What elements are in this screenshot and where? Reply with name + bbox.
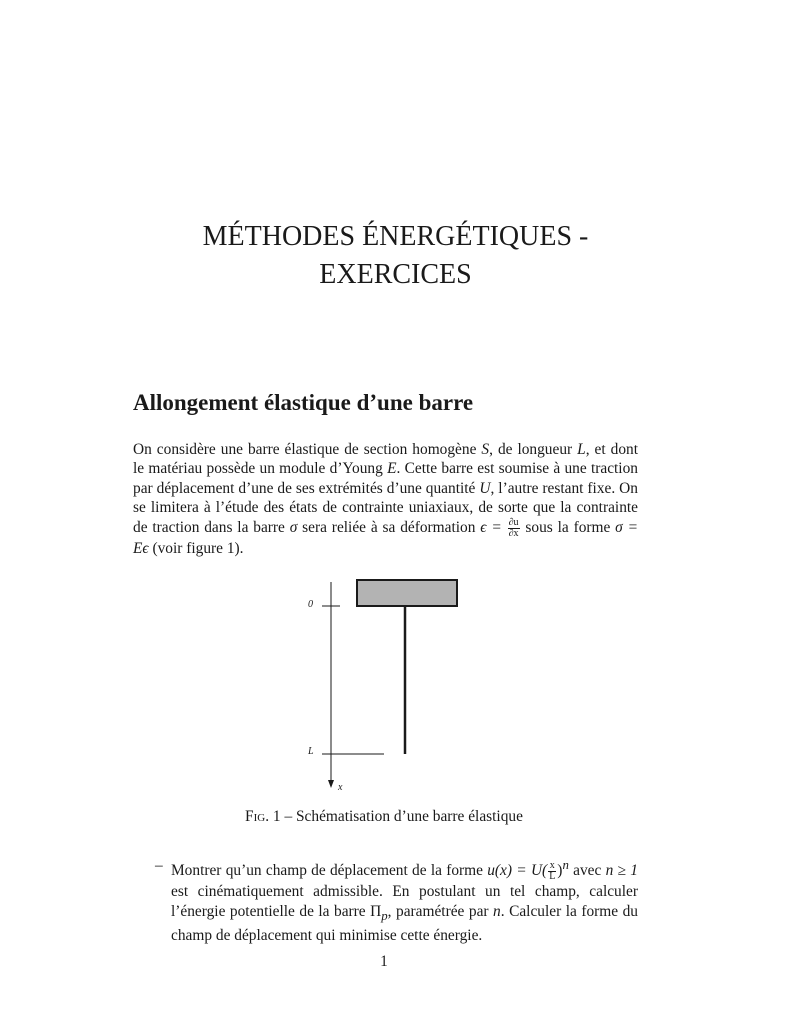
fraction-numerator: ∂u (508, 516, 519, 528)
fixed-support-block (357, 580, 457, 606)
displacement-fraction (548, 861, 556, 882)
exponent-n: n (562, 858, 569, 872)
displacement-fraction-denominator: L (549, 871, 556, 883)
symbol-S: S (481, 441, 490, 458)
title-line-2: EXERCICES (319, 259, 472, 290)
task-text-5: . Calculer la forme du champ de déplacement qui minimise cette énergie. (171, 902, 638, 944)
task-text-4: , paramétrée par (387, 902, 494, 920)
symbol-E: E (387, 460, 397, 478)
intro-paragraph (133, 440, 638, 558)
task-text-1: Montrer qu’un champ de déplacement de la forme (171, 862, 488, 880)
task-item (155, 856, 638, 945)
length-label: L (308, 746, 314, 757)
symbol-sigma: σ (289, 518, 298, 536)
x-axis-label: x (338, 782, 343, 793)
intro-text-2: , de longueur (489, 441, 578, 458)
figure-1 (300, 572, 500, 802)
task-text-3: est cinématiquement admissible. En postulant un tel champ, calculer l’énergie potentielle de la barre (171, 883, 638, 920)
intro-text-1: On considère une barre élastique de section homogène (133, 441, 482, 458)
symbol-n: n (493, 902, 501, 920)
page-number: 1 (380, 953, 388, 970)
figure-caption-text: – Schématisation d’une barre élastique (280, 808, 523, 825)
intro-text-8: (voir figure 1). (148, 539, 244, 557)
intro-text-4: . Cette barre est soumise à une traction par déplacement d’une de ses extrémités d’une quantité (133, 460, 638, 497)
intro-text-6: sera reliée à sa déformation (297, 518, 481, 536)
strain-equation: ϵ = (480, 518, 507, 536)
closing-paren: ) (557, 862, 563, 880)
figure-caption (0, 808, 768, 826)
condition-n: n ≥ 1 (605, 862, 638, 880)
symbol-L: L (577, 441, 586, 458)
symbol-Pi-subscript: p (381, 908, 388, 923)
strain-fraction (508, 518, 520, 539)
x-axis-arrowhead (328, 780, 334, 788)
intro-text-5: , l’autre restant fixe. On se limitera à l’étude des états de contrainte uniaxiaux, de sorte que la contrainte de traction dans la barre (133, 479, 638, 536)
task-list (155, 856, 638, 945)
symbol-Pi: Π (370, 902, 382, 920)
document-title (0, 218, 791, 294)
intro-text-3: , et dont le matériau possède un module d’Young (133, 441, 638, 478)
fraction-denominator: ∂x (508, 527, 519, 539)
symbol-U: U (479, 479, 491, 497)
task-text-2: avec (568, 862, 606, 880)
bar-diagram (300, 572, 500, 802)
displacement-field: u(x) = U( (487, 862, 548, 880)
task-dash: – (155, 857, 163, 874)
figure-caption-label: Fig. 1 (245, 808, 281, 825)
intro-text-7: sous la forme (520, 518, 616, 536)
origin-label: 0 (308, 599, 313, 610)
displacement-fraction-numerator: x (549, 860, 555, 872)
title-line-1: MÉTHODES ÉNERGÉTIQUES - (202, 221, 589, 252)
hooke-law: σ = Eϵ (133, 518, 639, 557)
section-heading: Allongement élastique d’une barre (133, 390, 474, 415)
